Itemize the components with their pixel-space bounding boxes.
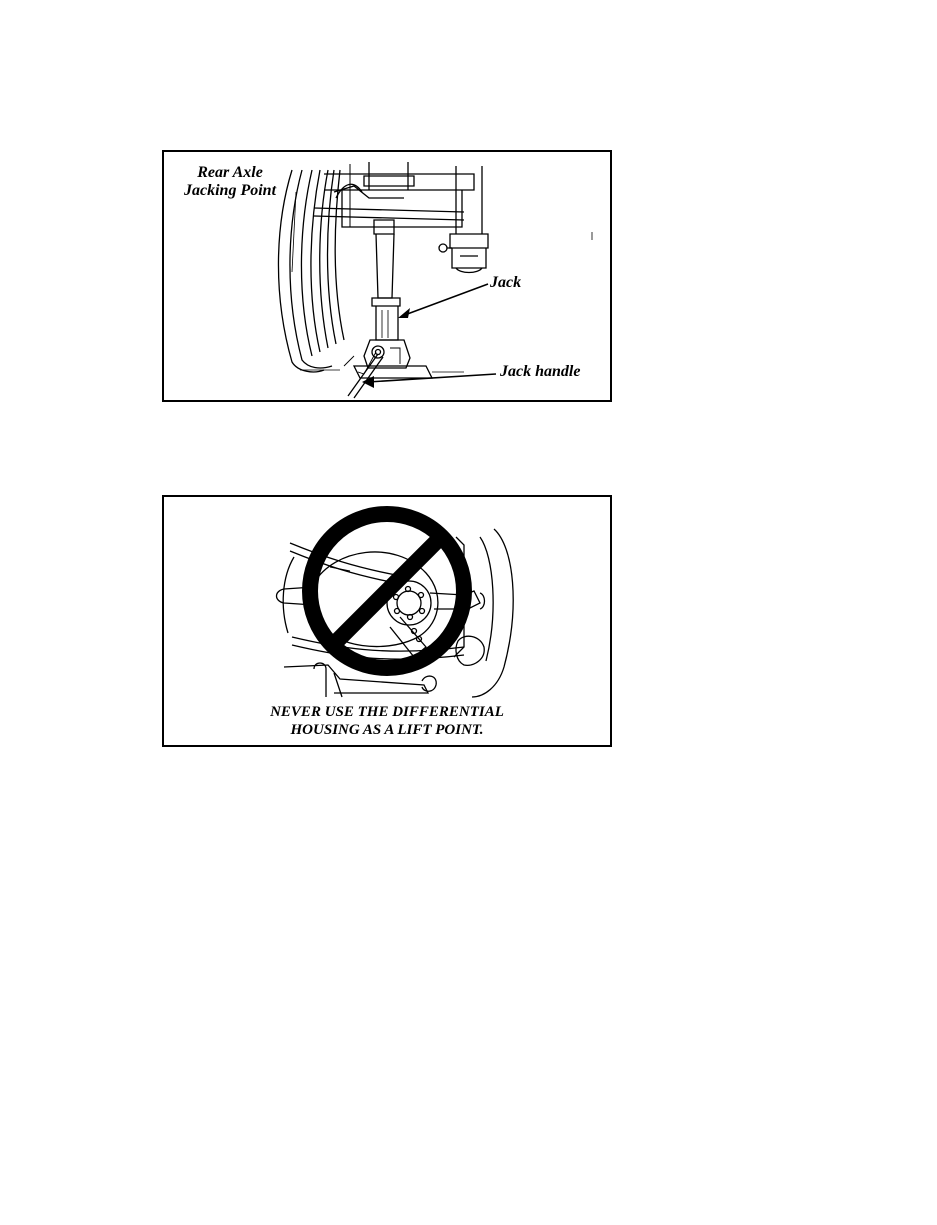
warning-caption-line2: HOUSING AS A LIFT POINT.: [290, 722, 484, 738]
jack-label: Jack: [490, 274, 522, 291]
jack-handle-label: Jack handle: [500, 363, 581, 380]
warning-caption-line1: NEVER USE THE DIFFERENTIAL: [270, 704, 504, 720]
rear-axle-label-line1: Rear Axle: [197, 164, 263, 181]
differential-warning-figure: [162, 495, 612, 747]
jacking-point-figure: [162, 150, 612, 402]
differential-warning-caption: [164, 703, 610, 739]
rear-axle-label-line2: Jacking Point: [184, 182, 277, 199]
rear-axle-jacking-point-label: [184, 164, 276, 200]
prohibition-icon: [310, 514, 464, 668]
